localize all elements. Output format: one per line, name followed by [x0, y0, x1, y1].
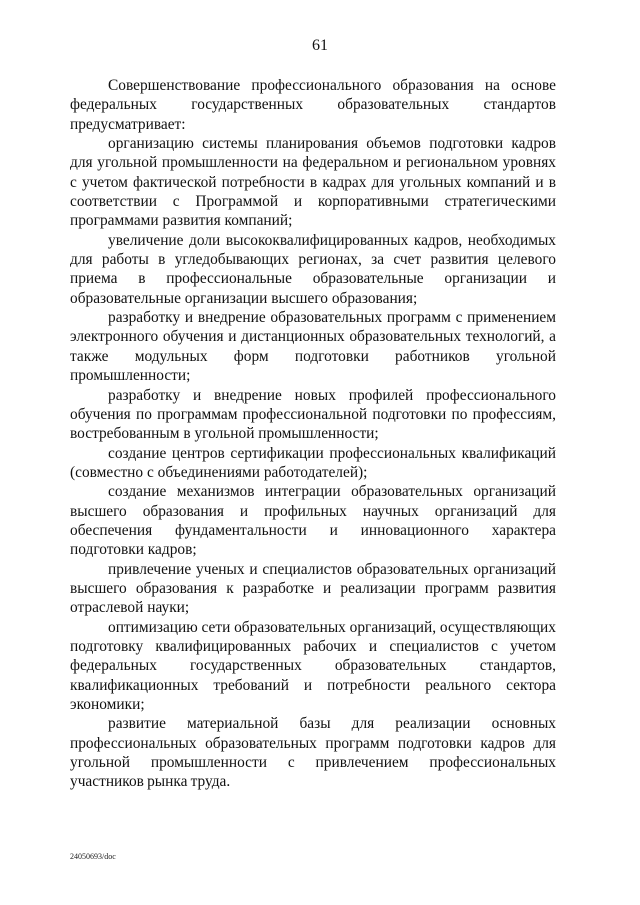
- paragraph-new-profiles: разработку и внедрение новых профилей профессионального обучения по программам профессиональной подготовки по профессиям, востребованным в угольной промышленности;: [70, 386, 556, 443]
- paragraph-intro: Совершенствование профессионального образования на основе федеральных государственных образовательных стандартов предусматривает:: [70, 77, 556, 133]
- paragraph-qualified-staff: увеличение доли высококвалифицированных кадров, необходимых для работы в угледобывающих регионах, за счет развития целевого приема в профессиональные образовательные организации и образовательные организации высшего образования;: [70, 231, 556, 307]
- paragraph-integration-mechanisms: создание механизмов интеграции образовательных организаций высшего образования и профильных научных организаций для обеспечения фундаментальности и инновационного характера подготовки кадров;: [70, 483, 556, 559]
- paragraph-planning-system: организацию системы планирования объемов подготовки кадров для угольной промышленности на федеральном и региональном уровнях с учетом фактической потребности в кадрах для угольных компаний и в соответствии с Программой и корпоративными стратегическими программами развития компаний;: [70, 135, 556, 230]
- paragraph-science-development: привлечение ученых и специалистов образовательных организаций высшего образования к разработке и реализации программ развития отраслевой науки;: [70, 560, 556, 617]
- paragraph-network-optimization: оптимизацию сети образовательных организаций, осуществляющих подготовку квалифицированных рабочих и специалистов с учетом федеральных государственных образовательных стандартов, квалификационных требований и потребности реального сектора экономики;: [70, 618, 556, 713]
- paragraph-certification-centers: создание центров сертификации профессиональных квалификаций (совместно с объединениями работодателей);: [70, 444, 556, 481]
- paragraph-e-learning: разработку и внедрение образовательных программ с применением электронного обучения и дистанционных образовательных технологий, а также модульных форм подготовки работников угольной промышленности;: [70, 309, 556, 385]
- paragraph-material-base: развитие материальной базы для реализации основных профессиональных образовательных программ подготовки кадров для угольной промышленности с привлечением профессиональных участников рынка труда.: [70, 715, 556, 791]
- document-body: [70, 76, 556, 792]
- document-footer-code: 24050693/doc: [70, 852, 116, 861]
- page-number: 61: [312, 37, 328, 54]
